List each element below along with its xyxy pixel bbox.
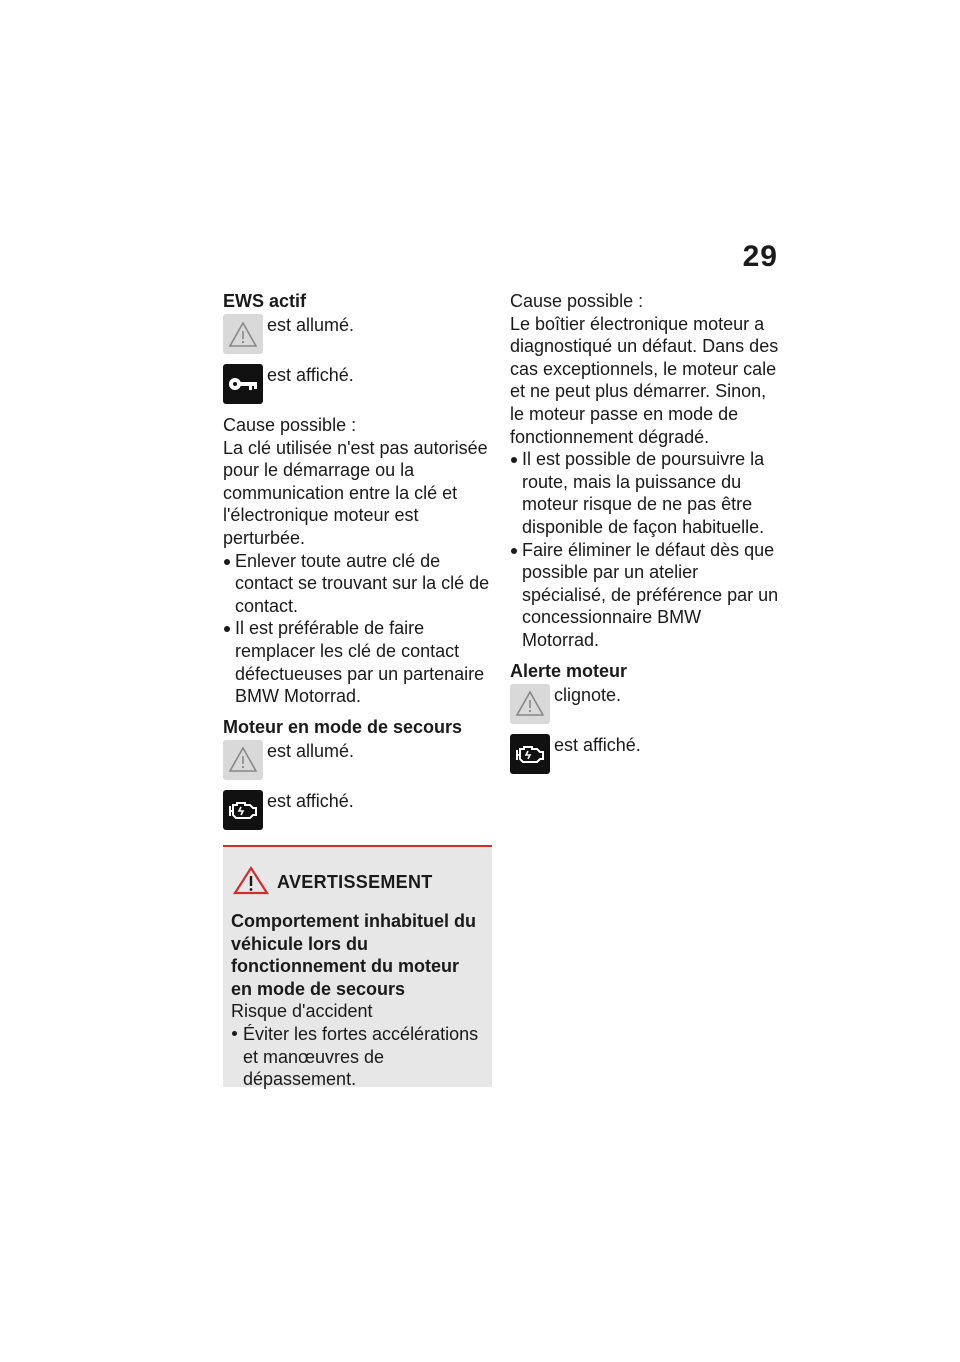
- warning-box: [223, 845, 492, 1090]
- ews-row1-text: est allumé.: [267, 315, 355, 335]
- left-column: [223, 290, 491, 840]
- engine-icon: [223, 790, 263, 830]
- alerte-row2-text: est affiché.: [554, 734, 641, 755]
- list-item: Faire éliminer le défaut dès que possible par un atelier spécialisé, de préférence par un concessionnaire BMW Motorrad.: [510, 539, 780, 652]
- page-number: 29: [742, 240, 778, 273]
- right-cause-label: Cause possible :: [510, 291, 644, 311]
- ews-cause-label: Cause possible :: [223, 415, 357, 435]
- warning-risk-text: Risque d'accident: [231, 1001, 373, 1022]
- ews-cause-text: La clé utilisée n'est pas autorisée pour le démarrage ou la communication entre la clé et l'électronique moteur est perturbée.: [223, 437, 488, 548]
- list-item: Enlever toute autre clé de contact se trouvant sur la clé de contact.: [223, 550, 491, 618]
- secours-row2-text: est affiché.: [267, 790, 354, 811]
- secours-row1-text: est allumé.: [267, 740, 355, 761]
- warning-triangle-icon: [510, 684, 550, 724]
- ews-indicator-row-2: [223, 364, 491, 404]
- warning-header: [231, 865, 484, 900]
- list-item: Éviter les fortes accélérations et manœuvres de dépassement.: [231, 1023, 484, 1091]
- warning-triangle-icon: [231, 865, 271, 900]
- warning-bullet-list: [231, 1023, 484, 1091]
- secours-indicator-row-1: [223, 740, 491, 780]
- secours-heading: Moteur en mode de secours: [223, 716, 463, 737]
- warning-bold-text: Comportement inhabituel du véhicule lors du fonctionnement du moteur en mode de secours: [231, 911, 476, 999]
- alerte-indicator-row-1: [510, 684, 780, 724]
- right-bullet-list: [510, 448, 780, 651]
- engine-icon: [510, 734, 550, 774]
- alerte-heading: Alerte moteur: [510, 660, 628, 681]
- right-column: [510, 290, 780, 784]
- warning-triangle-icon: [223, 314, 263, 354]
- ews-indicator-row-1: [223, 314, 491, 354]
- warning-triangle-icon: [223, 740, 263, 780]
- ews-bullet-list: [223, 550, 491, 708]
- ews-heading: EWS actif: [223, 291, 307, 311]
- key-icon: [223, 364, 263, 404]
- list-item: Il est préférable de faire remplacer les clé de contact défectueuses par un partenaire BMW Motorrad.: [223, 617, 491, 707]
- ews-row2-text: est affiché.: [267, 365, 354, 385]
- list-item: Il est possible de poursuivre la route, mais la puissance du moteur risque de ne pas être disponible de façon habituelle.: [510, 448, 780, 538]
- right-cause-text: Le boîtier électronique moteur a diagnostiqué un défaut. Dans des cas exceptionnels, le moteur cale et ne peut plus démarrer. Sinon, le moteur passe en mode de fonctionnement dégradé.: [510, 313, 779, 447]
- warning-title: AVERTISSEMENT: [277, 872, 433, 892]
- secours-indicator-row-2: [223, 790, 491, 830]
- alerte-indicator-row-2: [510, 734, 780, 774]
- alerte-row1-text: clignote.: [554, 684, 622, 705]
